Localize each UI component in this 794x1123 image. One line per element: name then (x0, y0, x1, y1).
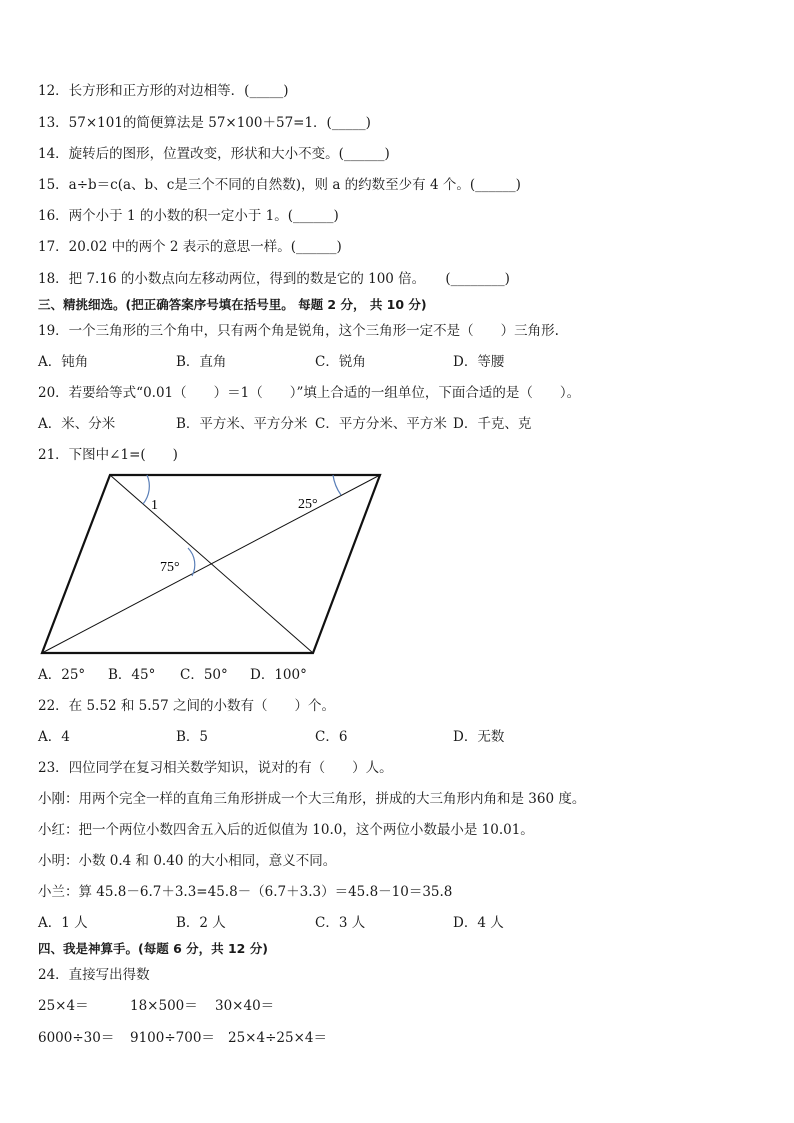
q23-statement-xiaohong: 小红：把一个两位小数四舍五入后的近似值为 10.0，这个两位小数最小是 10.01。 (38, 822, 534, 838)
calc-6000div30: 6000÷30＝ (38, 1030, 115, 1046)
q23-option-a: A．1 人 (38, 915, 88, 931)
q21-option-b: B．45° (108, 667, 156, 683)
question-16: 16．两个小于 1 的小数的积一定小于 1。(______) (38, 208, 339, 224)
calc-18x500: 18×500＝ (130, 998, 198, 1014)
question-22: 22．在 5.52 和 5.57 之间的小数有（ ）个。 (38, 698, 335, 714)
question-20: 20．若要给等式“0.01（ ）＝1（ ）”填上合适的一组单位，下面合适的是（ ）。 (38, 385, 581, 401)
q19-option-b: B．直角 (176, 354, 227, 370)
q22-option-a: A．4 (38, 729, 70, 745)
parallelogram-figure (30, 470, 390, 660)
question-17: 17．20.02 中的两个 2 表示的意思一样。(______) (38, 239, 342, 255)
angle-25-label: 25° (298, 497, 318, 512)
calc-25x4: 25×4＝ (38, 998, 89, 1014)
q20-option-c: C．平方分米、平方米 (315, 416, 447, 432)
q21-option-a: A．25° (38, 667, 86, 683)
q19-option-a: A．钝角 (38, 354, 89, 370)
question-23: 23．四位同学在复习相关数学知识，说对的有（ ）人。 (38, 760, 393, 776)
question-24: 24．直接写出得数 (38, 967, 150, 983)
angle-1-arc (143, 475, 149, 504)
q23-option-c: C．3 人 (315, 915, 366, 931)
q23-statement-xiaoming: 小明：小数 0.4 和 0.40 的大小相同，意义不同。 (38, 853, 337, 869)
diagonal-2 (42, 475, 380, 653)
q21-option-d: D．100° (250, 667, 307, 683)
question-14: 14．旋转后的图形，位置改变，形状和大小不变。(______) (38, 146, 390, 162)
section-4-heading: 四、我是神算手。(每题 6 分，共 12 分) (38, 941, 268, 956)
q23-statement-xiaogang: 小刚：用两个完全一样的直角三角形拼成一个大三角形，拼成的大三角形内角和是 360 度。 (38, 791, 586, 807)
question-15: 15．a÷b＝c(a、b、c是三个不同的自然数)，则 a 的约数至少有 4 个。(______) (38, 177, 521, 193)
calc-9100div700: 9100÷700＝ (130, 1030, 215, 1046)
question-12: 12．长方形和正方形的对边相等．(_____) (38, 83, 289, 99)
angle-75-arc (188, 548, 195, 576)
calc-25x4div25x4: 25×4÷25×4＝ (228, 1030, 327, 1046)
angle-25-arc (333, 475, 341, 495)
section-3-heading: 三、精挑细选。(把正确答案序号填在括号里。 每题 2 分， 共 10 分) (38, 297, 427, 312)
q19-option-c: C．锐角 (315, 354, 366, 370)
q20-option-b: B．平方米、平方分米 (176, 416, 308, 432)
q20-option-a: A．米、分米 (38, 416, 116, 432)
q22-option-b: B．5 (176, 729, 209, 745)
angle-1-label: 1 (151, 498, 158, 513)
question-18: 18．把 7.16 的小数点向左移动两位，得到的数是它的 100 倍。 (________) (38, 271, 510, 287)
q20-option-d: D．千克、克 (453, 416, 532, 432)
q23-option-b: B．2 人 (176, 915, 226, 931)
angle-75-label: 75° (160, 560, 180, 575)
question-13: 13．57×101的简便算法是 57×100＋57=1．(_____) (38, 115, 371, 131)
q22-option-d: D．无数 (453, 729, 505, 745)
question-21: 21．下图中∠1=( ) (38, 447, 178, 463)
q23-statement-xiaolan: 小兰：算 45.8－6.7＋3.3=45.8－（6.7＋3.3）＝45.8－10＝35.8 (38, 884, 453, 900)
q21-option-c: C．50° (180, 667, 228, 683)
calc-30x40: 30×40＝ (215, 998, 275, 1014)
q23-option-d: D．4 人 (453, 915, 504, 931)
q22-option-c: C．6 (315, 729, 348, 745)
question-19: 19．一个三角形的三个角中，只有两个角是锐角，这个三角形一定不是（ ）三角形. (38, 323, 559, 339)
q19-option-d: D．等腰 (453, 354, 505, 370)
